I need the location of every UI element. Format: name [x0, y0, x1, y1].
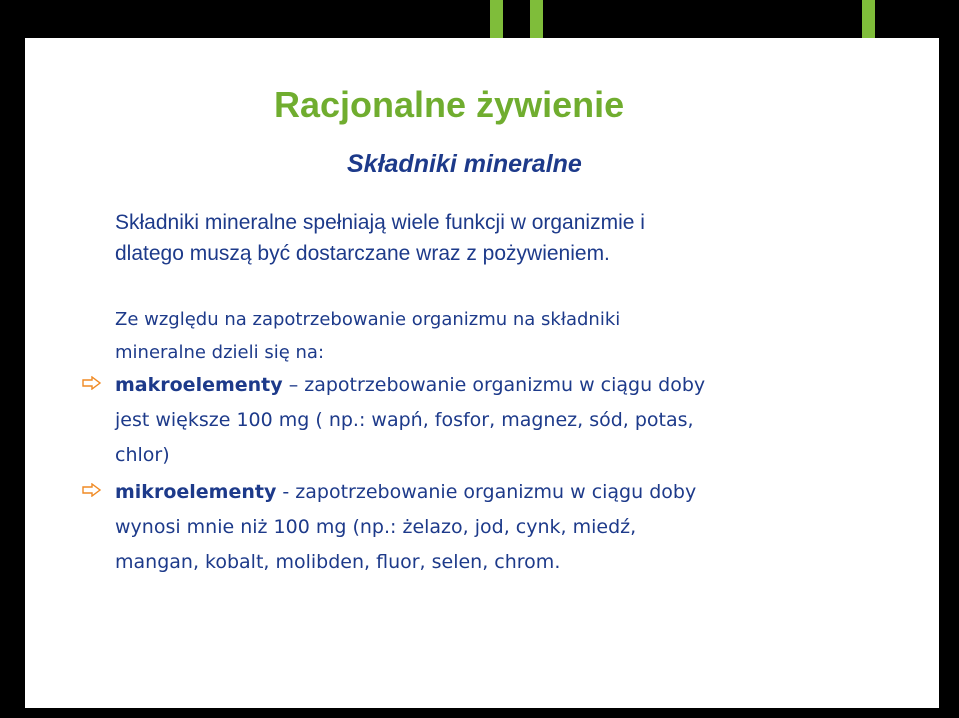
lead-line: mineralne dzieli się na: [115, 342, 325, 363]
hollow-right-arrow-icon [82, 376, 102, 390]
bullet-text: - zapotrzebowanie organizmu w ciągu doby [276, 481, 697, 503]
bullet-text: – zapotrzebowanie organizmu w ciągu doby [282, 374, 706, 396]
hollow-right-arrow-icon [82, 483, 102, 497]
bullet-text: chlor) [115, 444, 170, 466]
intro-line: Składniki mineralne spełniają wiele funkcji w organizmie i [115, 211, 645, 234]
bullet-text: wynosi mnie niż 100 mg (np.: żelazo, jod, cynk, miedź, [115, 516, 637, 538]
lead-line: Ze względu na zapotrzebowanie organizmu na składniki [115, 309, 621, 330]
decorative-stripe [530, 0, 543, 38]
decorative-stripe [862, 0, 875, 38]
lead-paragraph [115, 303, 620, 369]
intro-paragraph [115, 207, 645, 269]
intro-line: dlatego muszą być dostarczane wraz z pożywieniem. [115, 242, 610, 265]
bullet-term: makroelementy [115, 374, 283, 396]
decorative-stripe [490, 0, 503, 38]
bullet-item-mikroelementy [115, 475, 915, 580]
slide-title: Racjonalne żywienie [274, 84, 625, 125]
bullet-text: jest większe 100 mg ( np.: wapń, fosfor, magnez, sód, potas, [115, 409, 694, 431]
slide-canvas [25, 38, 939, 708]
bullet-text: mangan, kobalt, molibden, fluor, selen, chrom. [115, 551, 561, 573]
bullet-term: mikroelementy [115, 481, 277, 503]
slide-subtitle: Składniki mineralne [347, 150, 582, 178]
bullet-item-makroelementy [115, 368, 915, 473]
